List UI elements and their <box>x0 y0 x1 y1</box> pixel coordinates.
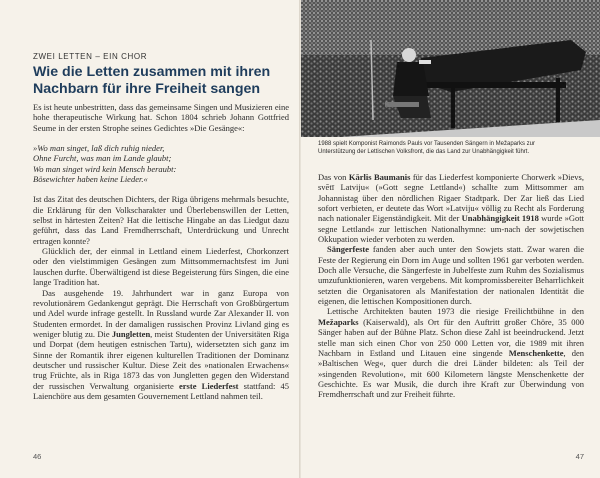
intro-paragraph: Es ist heute unbestritten, dass das gemeinsame Singen und Musizieren eine hohe therapeutische Wirkung hat. Schon 1804 schrieb Johann Gottfried Seume in der ersten Strophe seines Gedichtes »Die Gesänge«: <box>33 102 289 133</box>
right-page <box>301 0 600 478</box>
bold-term: erste Liederfest <box>179 380 239 391</box>
bold-term: Menschenkette <box>508 347 564 358</box>
page-title: Wie die Letten zusammen mit ihren Nachbarn für ihre Freiheit sangen <box>33 64 271 97</box>
bold-term: Jungletten <box>111 328 151 339</box>
poem-line: »Wo man singet, laß dich ruhig nieder, <box>33 143 165 154</box>
concert-photo <box>301 0 600 137</box>
left-body-text <box>33 102 289 401</box>
right-body-text <box>318 172 584 400</box>
body-paragraph <box>318 172 584 244</box>
poem-line: Bösewichter haben keine Lieder.« <box>33 174 148 185</box>
photo-caption <box>318 141 584 156</box>
page-number: 46 <box>33 452 42 461</box>
poem-quote <box>33 143 289 184</box>
poem-line: Ohne Furcht, was man im Lande glaubt; <box>33 153 172 164</box>
section-kicker: ZWEI LETTEN – EIN CHOR <box>33 52 148 61</box>
text-run: Lettische Architekten bauten 1973 die riesige Freilichtbühne in den <box>327 306 584 317</box>
bold-term: Unabhängigkeit 1918 <box>461 213 539 224</box>
body-paragraph <box>33 288 289 402</box>
caption-line: Unterstützung der Lettischen Volksfront, die das Land zur Unabhängigkeit führt. <box>318 148 530 155</box>
text-run: Das ausgehende 19. Jahrhundert war in ganz Europa von revolutionärem Gedankengut geprägt. Die Herrschaft von Großbürgertum und Adel wurde infrage gestellt. In Russland wurde Zar Alexander II. von Studenten ermordet. In der damaligen russischen Provinz Livland ging es weniger blutig zu. Die <box>33 287 289 339</box>
text-run: für das Liederfest komponierte Chorwerk »Dievs, svētī Latviju« (»Gott segne Lettland«) schallte zum Mittsommer am Johannistag über den nördlichen Rigaer Stadtpark. Der Zar ließ das Lied sofort verbieten, er deutete das Wort »Latviju« völlig zu Recht als Forderung nach nationaler Eigenständigkeit. Mit der <box>318 172 584 224</box>
left-page <box>0 0 299 478</box>
text-run: fanden aber auch unter den Sowjets statt. Zwar waren die Feste der Regierung ein Dorn im Auge und sollten 1961 gar verboten werden. Doch alle Versuche, die Sängerfeste in Jubelfeste zum Ruhm des Sozialismus umzufunktionieren, waren vergebens. Mit kompromissbereiter Beharrlichkeit setzten die Organisatoren als Manifestation der nationalen Identität die eigenen, die lettischen Kompositionen durch. <box>318 244 584 307</box>
text-run: , den »Baltischen Weg«, quer durch die drei Länder bildeten: als Teil der »singenden Revolution«, mit 600 Kilometern längste Menschenkette der Geschichte. Es war Musik, die durch ihre Kraft zur Überwindung von Fremdherrschaft und zur Freiheit führte. <box>318 347 584 400</box>
body-paragraph: Ist das Zitat des deutschen Dichters, der Riga übrigens mehrmals besuchte, die Erklärung für den Volkscharakter und Überlebenswillen der Letten, selbst in härtesten Zeiten? Hat die lettische Hingabe an das Liedgut dazu geführt, dass das Land Fremdherrschaft, Unterdrückung und Unrecht ertragen konnte? <box>33 194 289 246</box>
text-run: stattfand: 45 Laienchöre aus dem gesamten Gouvernement Lettland nahmen teil. <box>33 380 289 401</box>
text-run: , meist Studenten der Universitäten Riga und Dorpat (dem heutigen estnischen Tartu), widersetzten sich ganz im Sinne der Romantik ihrer eigenen kulturellen Traditionen der Dominanz deutscher und russischer Kultur. Diese Zeit des »nationalen Erwachens« trug Früchte, als in Riga 1873 das von Jungletten gegen den Widerstand der russischen Verwaltung organisierte <box>33 328 290 391</box>
poem-line: Wo man singet wird kein Mensch beraubt: <box>33 163 177 174</box>
caption-line: 1988 spielt Komponist Raimonds Pauls vor Tausenden Sängern in Mežaparks zur <box>318 141 536 147</box>
concert-photo-image <box>301 0 600 137</box>
text-run: Das von <box>318 172 349 182</box>
bold-term: Mežaparks <box>318 316 359 327</box>
body-paragraph <box>318 306 584 399</box>
bold-term: Sängerfeste <box>327 244 370 255</box>
page-number: 47 <box>575 452 584 461</box>
text-run: (Kaiserwald), als Ort für den Auftritt großer Chöre, 35 000 Sänger haben auf der Bühne Platz. Schon diese Zahl ist beeindruckend. Jetzt stelle man sich einen Chor von 250 000 Letten vor, die 1989 mit ihren Nachbarn in Estland und Litauen eine singende <box>318 316 584 358</box>
bold-term: Kārlis Baumanis <box>348 172 411 182</box>
body-paragraph: Glücklich der, der einmal in Lettland einem Liederfest, Chorkonzert oder den vielstimmigen Gesängen zum Mittsommernachtsfest im Juni lauschen durfte. Überwältigend ist diese Begeisterung fürs Singen, die eine lange Tradition hat. <box>33 246 289 288</box>
text-run: wurde »Gott segne Lettland« zur lettischen Nationalhymne: um-nach der sowjetischen Okkupation wieder verboten zu werden. <box>318 213 584 245</box>
body-paragraph <box>318 244 584 306</box>
